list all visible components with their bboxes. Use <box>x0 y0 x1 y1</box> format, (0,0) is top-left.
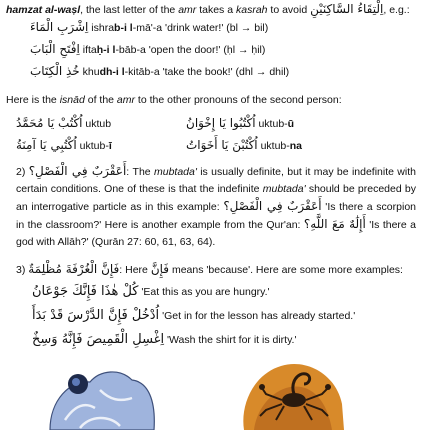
note-arabic: فَإِنَّ الْغُرْفَةَ مُظْلِمَةٌ <box>28 262 120 276</box>
conjugation-cell <box>16 138 112 153</box>
example-translit-bold: ḥ-i l <box>96 44 116 56</box>
isnad-line <box>6 94 342 107</box>
isnad-text-2: of the <box>84 94 117 106</box>
conjugation-suffix: ū <box>287 118 295 130</box>
example-arabic: اِغْسِلِ الْقَمِيصَ فَإِنَّهُ وَسِخٌ <box>32 332 165 347</box>
isnad-text-3: to the other pronouns of the second person: <box>135 94 342 106</box>
conjugation-translit: uktub <box>85 118 112 130</box>
isnad-text: Here is the <box>6 94 60 106</box>
example-gloss: 'Wash the shirt for it is dirty.' <box>167 334 297 346</box>
note-text: is usually definite, but it may be indefinite with certain conditions. One of these is that the indefinite <box>16 166 416 195</box>
note-arabic-example: أَعَقْرَبٌ فِي الْفَصْلِ؟ <box>223 198 322 213</box>
conjugation-translit: uktub- <box>260 140 290 152</box>
note-term: mubtada' <box>153 166 197 178</box>
note-number: 2) <box>16 166 26 178</box>
conjugation-arabic: اُكْتُبُوا يَا إِخْوَانُ <box>186 116 256 130</box>
example-translit-rest: -mā'-a 'drink water!' (bl → bil) <box>132 22 269 34</box>
example-row <box>32 308 355 324</box>
conjugation-cell <box>16 116 111 131</box>
note-text: : Here <box>119 264 151 276</box>
shirt-illustration <box>40 360 160 430</box>
intro-amr: amr <box>178 4 197 16</box>
example-row <box>32 284 270 300</box>
intro-kasrah: kasrah <box>235 4 268 16</box>
conjugation-cell <box>186 138 302 153</box>
example-translit-rest: -bāb-a 'open the door!' (ḥl → ḥil) <box>115 44 266 56</box>
note-text: : The <box>126 166 154 178</box>
isnad-amr: amr <box>116 94 136 106</box>
intro-text-3: to avoid <box>267 4 311 16</box>
note-term: mubtada' <box>262 182 306 195</box>
example-translit: ishra <box>91 22 115 34</box>
intro-line <box>6 2 410 17</box>
note-text: means 'because'. Here are some more examples: <box>169 264 403 276</box>
intro-eg: , e.g.: <box>383 4 410 16</box>
note-2 <box>16 162 416 250</box>
conjugation-arabic: اُكْتُبِي يَا آمِنَةُ <box>16 138 77 152</box>
example-arabic: اُدْخُلْ فَإِنَّ الدَّرْسَ قَدْ بَدَأَ <box>32 308 160 323</box>
example-row <box>32 332 296 348</box>
intro-text-2: takes a <box>196 4 236 16</box>
conjugation-arabic: اُكْتُبْنَ يَا أَخَوَاتُ <box>186 138 258 152</box>
example-arabic: اِفْتَحِ الْبَابَ <box>30 42 80 56</box>
example-arabic: كُلْ هٰذَا فَإِنَّكَ جَوْعَانُ <box>32 284 139 299</box>
conjugation-cell <box>186 116 294 131</box>
example-row <box>30 64 289 79</box>
conjugation-translit: uktub- <box>79 140 109 152</box>
example-gloss: 'Eat this as you are hungry.' <box>141 286 270 298</box>
conjugation-arabic: اُكْتُبْ يَا مُحَمَّدُ <box>16 116 83 130</box>
intro-text: , the last letter of the <box>80 4 179 16</box>
note-arabic-word: فَإِنَّ <box>150 262 170 276</box>
example-translit-bold: b-i l <box>114 22 133 34</box>
scorpion-illustration <box>236 354 346 430</box>
note-arabic: أَعَقْرَبٌ فِي الْفَصْلِ؟ <box>28 164 127 178</box>
example-row <box>30 20 268 35</box>
example-translit: ifta <box>82 44 97 56</box>
example-gloss: 'Get in for the lesson has already started.' <box>162 310 356 322</box>
intro-arabic: اِلْتِقَاءُ السَّاكِنَيْنِ <box>310 2 384 16</box>
note-number: 3) <box>16 264 26 276</box>
note-text: 'Is there a god with Allāh?' (Qurān 27: 60, 61, 63, 64). <box>16 219 416 249</box>
note-3 <box>16 262 403 277</box>
note-text: should be preceded by an interrogative particle as in this example: <box>16 182 416 213</box>
note-text: 'Is there a scorpion in the classroom?' Here is another example from the Qur'an: <box>16 200 416 232</box>
intro-term: hamzat al-waṣl <box>6 4 81 16</box>
example-translit-bold: dh-i l <box>99 66 125 78</box>
isnad-word: isnād <box>59 94 85 106</box>
conjugation-suffix: ī <box>108 140 112 152</box>
example-translit-rest: -kitāb-a 'take the book!' (dhl → dhil) <box>124 66 290 78</box>
example-row <box>30 42 265 57</box>
example-translit: khu <box>82 66 100 78</box>
conjugation-translit: uktub- <box>258 118 288 130</box>
conjugation-suffix: na <box>289 140 303 152</box>
note-arabic-quran: أَإِلَٰهٌ مَعَ اللَّهِ؟ <box>303 217 366 232</box>
example-arabic: خُذِ الْكِتَابَ <box>30 64 80 78</box>
example-arabic: اِشْرَبِ الْمَاءَ <box>30 20 89 34</box>
